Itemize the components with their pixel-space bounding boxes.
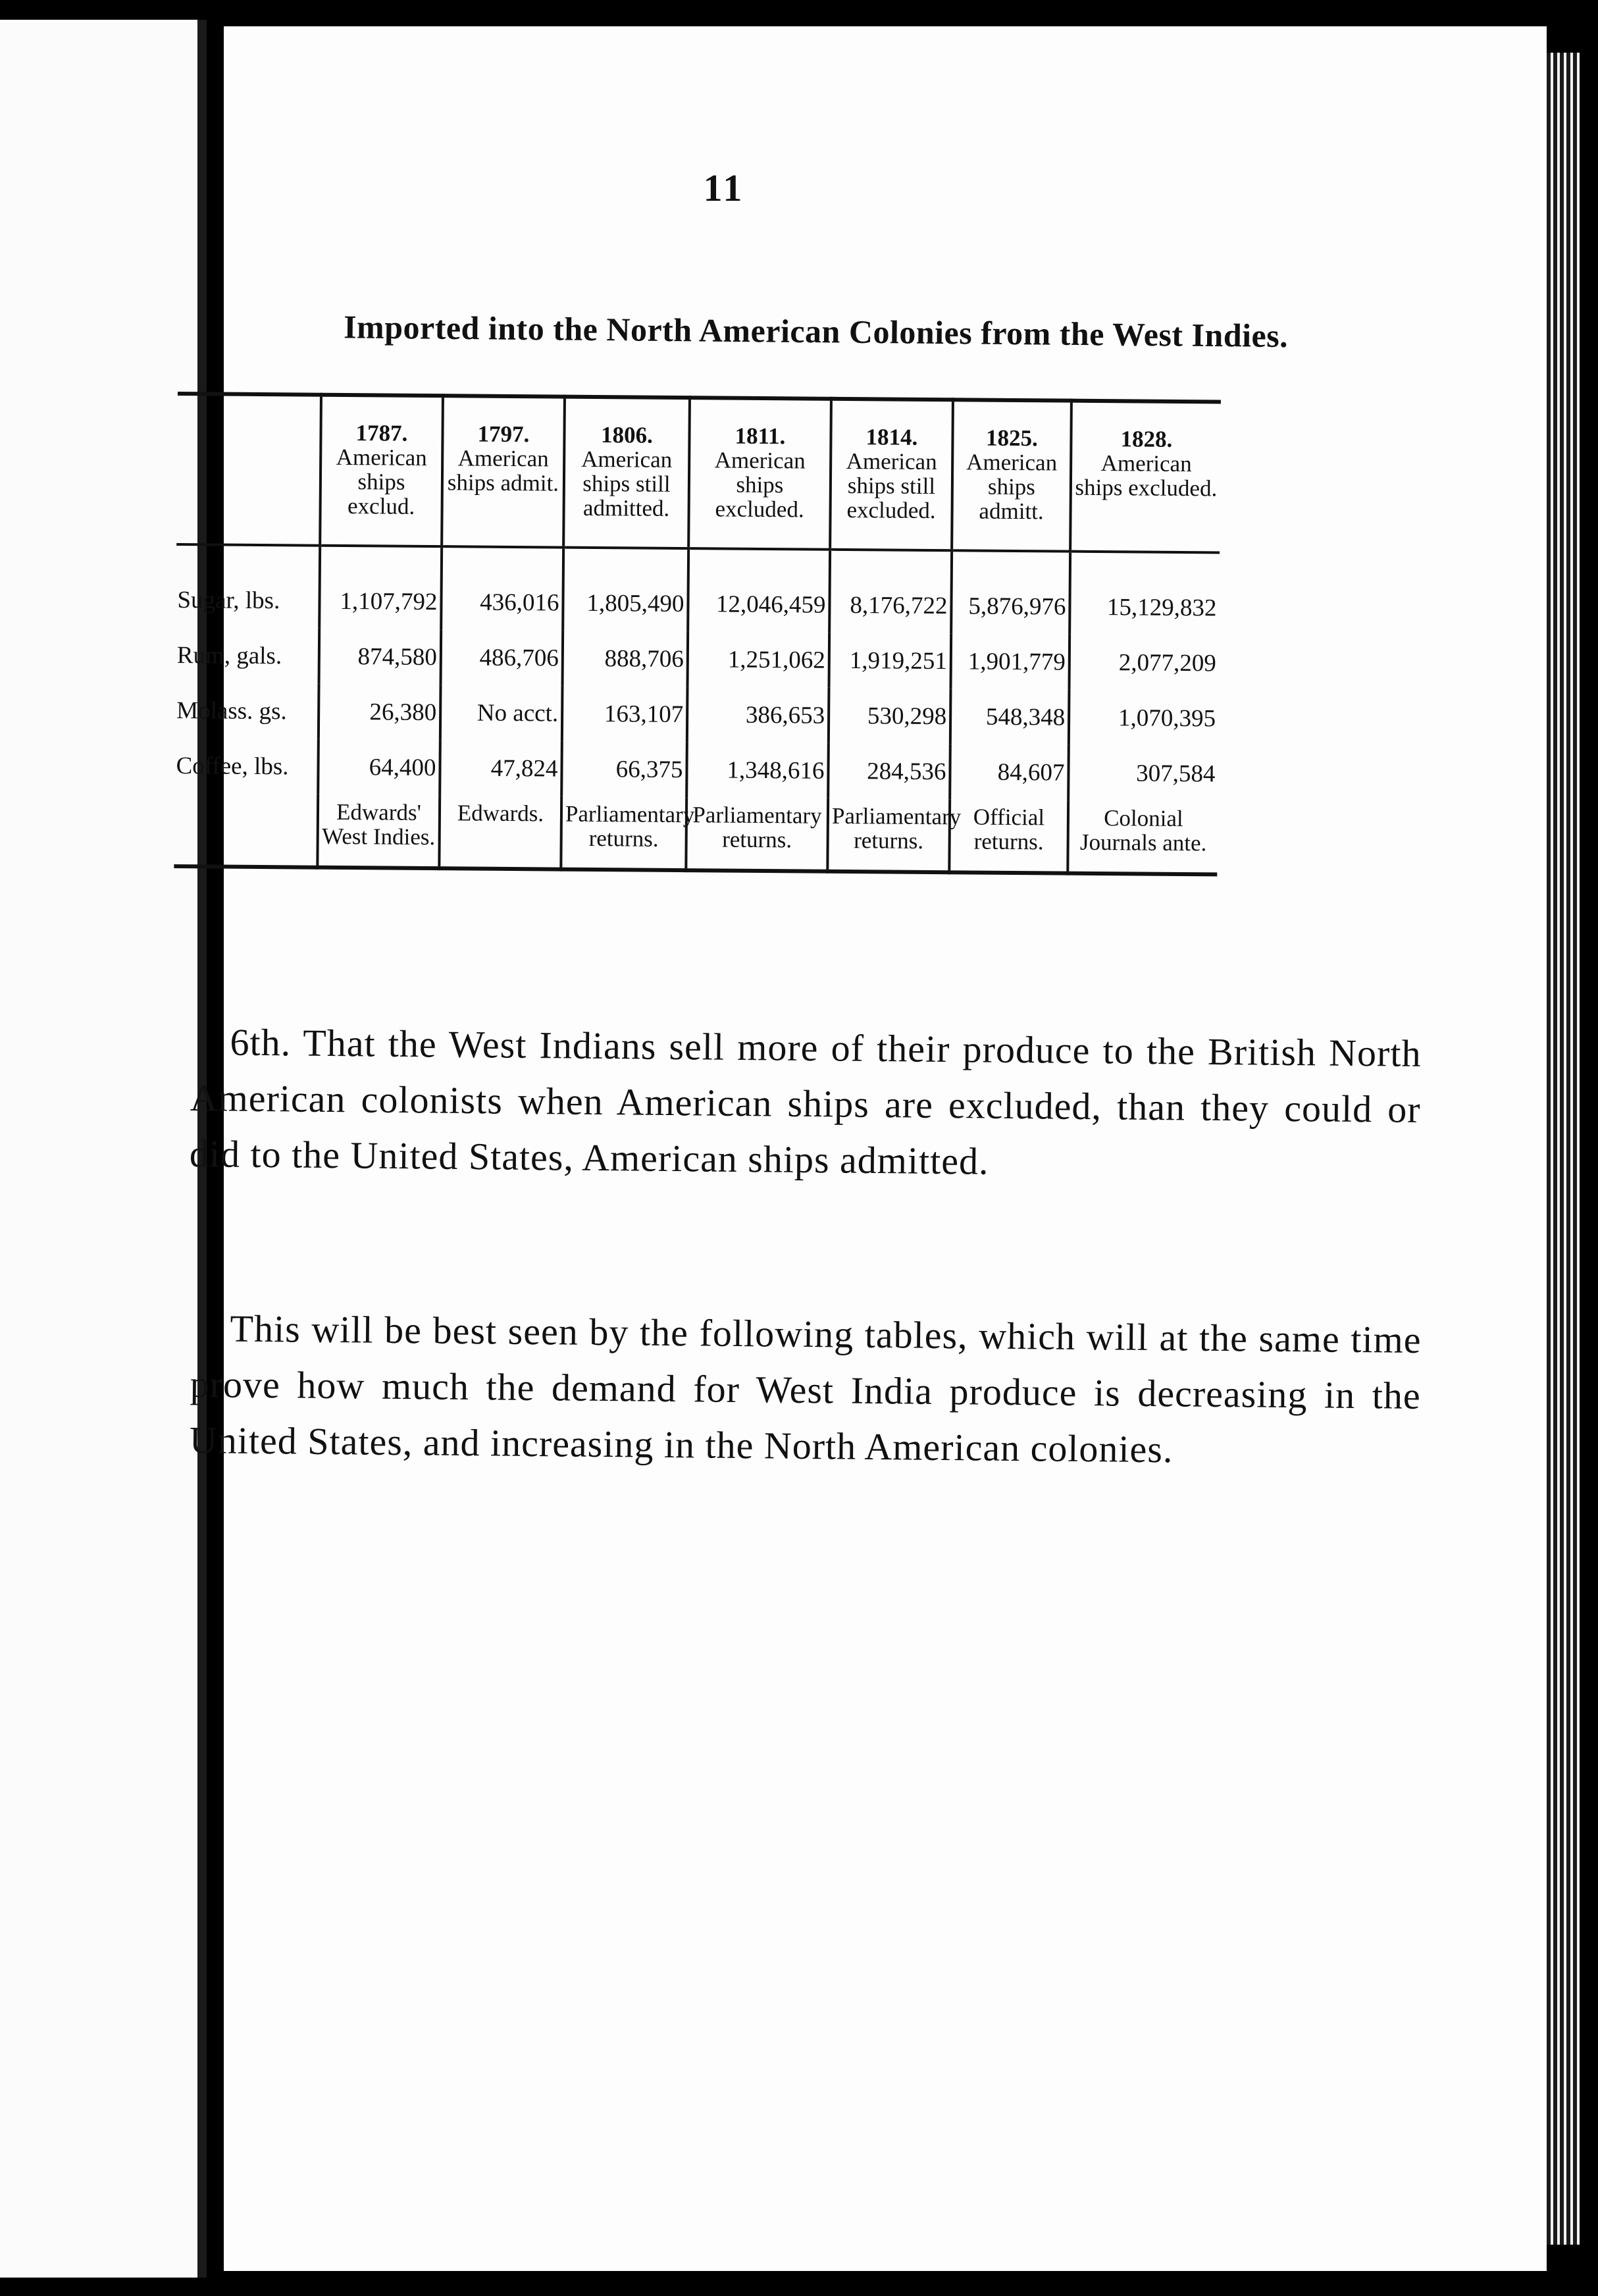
table-cell: 84,607: [950, 744, 1069, 800]
table-cell: 386,653: [687, 687, 829, 743]
table-cell: 163,107: [562, 686, 688, 742]
table-cell: 1,919,251: [829, 633, 951, 689]
source-cell: Colonial Journals ante.: [1068, 800, 1218, 875]
table-cell: 874,580: [319, 629, 442, 685]
table-row-sugar: [176, 544, 1220, 635]
header-1828: 1828. American ships excluded.: [1070, 401, 1221, 553]
table-cell: 64,400: [318, 739, 440, 795]
table-cell: 66,375: [561, 741, 687, 797]
paragraph-sixth-point: 6th. That the West Indians sell more of their produce to the British North American colonists when American ships are excluded, than they could or did to the United States, American ships admitted.: [189, 1020, 1422, 1183]
source-cell: Edwards.: [439, 795, 561, 869]
paragraph-following-tables: This will be best seen by the following tables, which will at the same time prove how much the demand for West India produce is decreasing in the United States, and increasing in the North American colonies.: [189, 1307, 1422, 1471]
import-statistics-table: [174, 392, 1221, 876]
table-cell: No acct.: [440, 685, 563, 741]
table-cell: 284,536: [828, 743, 950, 799]
table-cell: 1,251,062: [688, 631, 830, 688]
table-cell: 47,824: [440, 740, 562, 796]
source-cell: Edwards' West Indies.: [317, 795, 440, 868]
import-table-container: [174, 392, 1221, 876]
header-1814: 1814. American ships still excluded.: [830, 399, 953, 550]
table-header-row: [176, 394, 1221, 552]
table-cell: 436,016: [441, 546, 563, 630]
table-cell: 5,876,976: [951, 550, 1070, 634]
table-cell: 1,107,792: [319, 546, 442, 629]
row-label: Rum, gals.: [176, 641, 282, 669]
table-row-sources: [174, 793, 1218, 874]
table-cell: 1,901,779: [950, 633, 1070, 689]
table-cell: 26,380: [319, 684, 441, 740]
table-cell: 1,348,616: [686, 742, 829, 798]
table-cell: 548,348: [950, 689, 1070, 744]
table-cell: 888,706: [563, 631, 688, 687]
table-cell: 486,706: [441, 629, 563, 685]
table-row-coffee: [174, 738, 1218, 801]
table-caption: Imported into the North American Colonies from the West Indies.: [343, 308, 1289, 355]
table-cell: 15,129,832: [1070, 552, 1220, 636]
facing-page-edge: [0, 20, 207, 2278]
table-cell: 1,070,395: [1069, 690, 1219, 746]
header-1811: 1811. American ships excluded.: [688, 398, 831, 550]
row-label: Molass. gs.: [176, 696, 287, 725]
table-cell: 530,298: [829, 688, 951, 744]
page-stack-edge: [1547, 53, 1580, 2245]
table-cell: 2,077,209: [1069, 635, 1219, 691]
table-cell: 12,046,459: [688, 548, 830, 633]
header-1806: 1806. American ships still admitted.: [563, 397, 690, 548]
table-cell: 307,584: [1068, 745, 1218, 802]
header-1787: 1787. American ships exclud.: [320, 395, 443, 546]
table-row-molasses: [175, 683, 1219, 746]
source-blank: [174, 793, 318, 868]
table-cell: 8,176,722: [829, 550, 952, 633]
table-row-rum: [176, 627, 1220, 691]
source-cell: Parliamentary returns.: [827, 798, 950, 872]
source-cell: Official returns.: [949, 799, 1068, 873]
header-1797: 1797. American ships admit.: [442, 396, 565, 547]
table-cell: 1,805,490: [563, 548, 688, 631]
row-label: Sugar, lbs.: [177, 586, 280, 614]
source-cell: Parliamentary returns.: [686, 797, 828, 872]
row-label: Coffee, lbs.: [176, 752, 289, 780]
page-number: 11: [703, 167, 745, 209]
header-blank: [176, 394, 321, 546]
source-cell: Parliamentary returns.: [561, 796, 686, 870]
header-1825: 1825. American ships admitt.: [952, 400, 1071, 551]
